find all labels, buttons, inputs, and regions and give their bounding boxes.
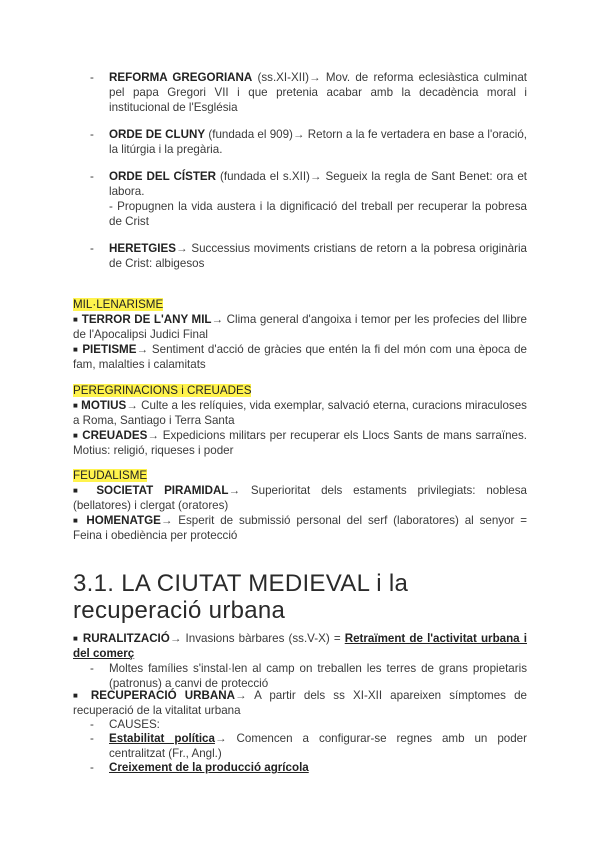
- dash-marker: -: [90, 128, 94, 141]
- bullet-title: RURALITZACIÓ: [82, 632, 170, 645]
- bullet-title: HOMENATGE: [86, 514, 161, 527]
- ruralitzacio-subitem: [90, 661, 527, 691]
- section-heading: FEUDALISME: [73, 469, 148, 482]
- item-text: (fundada el s.XII)→ Segueix la regla de Sant Benet: ora et labora.: [109, 170, 527, 198]
- ruralitzacio-paragraph: [73, 631, 527, 661]
- bullet-marker: ■: [73, 516, 81, 525]
- bullet-marker: ■: [73, 691, 83, 700]
- bullet-text: → Expedicions militars per recuperar els Llocs Sants de mans sarraïnes. Motius: religió, riqueses i poder: [73, 429, 527, 457]
- underlined-text: Retraïment de l'activitat urbana i del comerç: [73, 632, 527, 660]
- dash-marker: -: [90, 732, 94, 745]
- section-feudalisme: [73, 468, 527, 543]
- bullet-text: → Clima general d'angoixa i temor per les profecies del llibre de l'Apocalipsi Judici Final: [73, 313, 527, 341]
- dash-marker: -: [90, 170, 94, 183]
- list-item-orde-cluny: [90, 127, 527, 157]
- bullet-title: CREUADES: [82, 429, 148, 442]
- cause-creixement: [90, 760, 527, 775]
- bullet-text: → Esperit de submissió personal del serf (laboratores) al senyor = Feina i obediència per protecció: [73, 514, 527, 542]
- dash-marker: -: [90, 718, 94, 731]
- item-title: REFORMA GREGORIANA: [109, 71, 253, 84]
- item-title: ORDE DE CLUNY: [109, 128, 206, 141]
- bullet-marker: ■: [73, 486, 86, 495]
- item-text: → Successius moviments cristians de retorn a la pobresa originària de Crist: albigesos: [109, 242, 527, 270]
- bullet-text: → Superioritat dels estaments privilegiats: noblesa (bellatores) i clergat (oratores): [73, 484, 527, 512]
- item-text: (fundada el 909)→ Retorn a la fe vertadera en base a l'oració, la litúrgia i la pregària.: [109, 128, 527, 156]
- cause-text: → Comencen a configurar-se regnes amb un poder centralitzat (Fr., Angl.): [109, 732, 527, 760]
- sub-text: Moltes famílies s'instal·len al camp on treballen les terres de grans propietaris (patronus) a canvi de protecció: [109, 662, 527, 690]
- section-heading: MIL·LENARISME: [73, 298, 164, 311]
- causes-subitem: [90, 717, 527, 732]
- bullet-title: SOCIETAT PIRAMIDAL: [96, 484, 229, 497]
- bullet-text: → Culte a les relíquies, vida exemplar, salvació eterna, curacions miraculoses a Roma, Santiago i Terra Santa: [73, 399, 527, 427]
- bullet-title: PIETISME: [82, 343, 137, 356]
- bullet-title: MOTIUS: [81, 399, 127, 412]
- cause-estabilitat: [90, 731, 527, 761]
- item-extra: - Propugnen la vida austera i la dignificació del treball per recuperar la pobresa de Crist: [109, 200, 527, 228]
- item-text: (ss.XI-XII)→ Mov. de reforma eclesiàstica culminat pel papa Gregori VII i que pretenia acabar amb la decadència moral i institucional de l'Església: [109, 71, 527, 114]
- bullet-title: RECUPERACIÓ URBANA: [90, 689, 235, 702]
- dash-marker: -: [90, 242, 94, 255]
- bullet-marker: ■: [73, 345, 79, 354]
- dash-marker: -: [90, 662, 94, 675]
- section-millenarisme: [73, 297, 527, 372]
- bullet-marker: ■: [73, 634, 79, 643]
- chapter-title: 3.1. LA CIUTAT MEDIEVAL i la recuperació urbana: [73, 570, 409, 624]
- section-heading: PEREGRINACIONS i CREUADES: [73, 384, 252, 397]
- bullet-text: → Sentiment d'acció de gràcies que entén la fi del món com una època de fam, malalties i calamitats: [73, 343, 527, 371]
- bullet-text: → A partir dels ss XI-XII apareixen símptomes de recuperació de la vitalitat urbana: [73, 689, 527, 717]
- list-item-orde-cister: [90, 169, 527, 229]
- dash-marker: -: [90, 71, 94, 84]
- list-item-heretgies: [90, 241, 527, 271]
- list-item-reforma-gregoriana: [90, 70, 527, 115]
- causes-label: CAUSES:: [109, 718, 160, 731]
- bullet-text: → Invasions bàrbares (ss.V-X) =: [169, 632, 345, 645]
- bullet-marker: ■: [73, 401, 78, 410]
- cause-title: Creixement de la producció agrícola: [109, 761, 309, 774]
- bullet-marker: ■: [73, 315, 79, 324]
- bullet-marker: ■: [73, 431, 79, 440]
- bullet-title: TERROR DE L'ANY MIL: [81, 313, 212, 326]
- dash-marker: -: [90, 761, 94, 774]
- recuperacio-paragraph: [73, 688, 527, 718]
- item-title: ORDE DEL CÍSTER: [109, 170, 217, 183]
- item-title: HERETGIES: [109, 242, 176, 255]
- section-peregrinacions: [73, 383, 527, 458]
- cause-title: Estabilitat política: [109, 732, 215, 745]
